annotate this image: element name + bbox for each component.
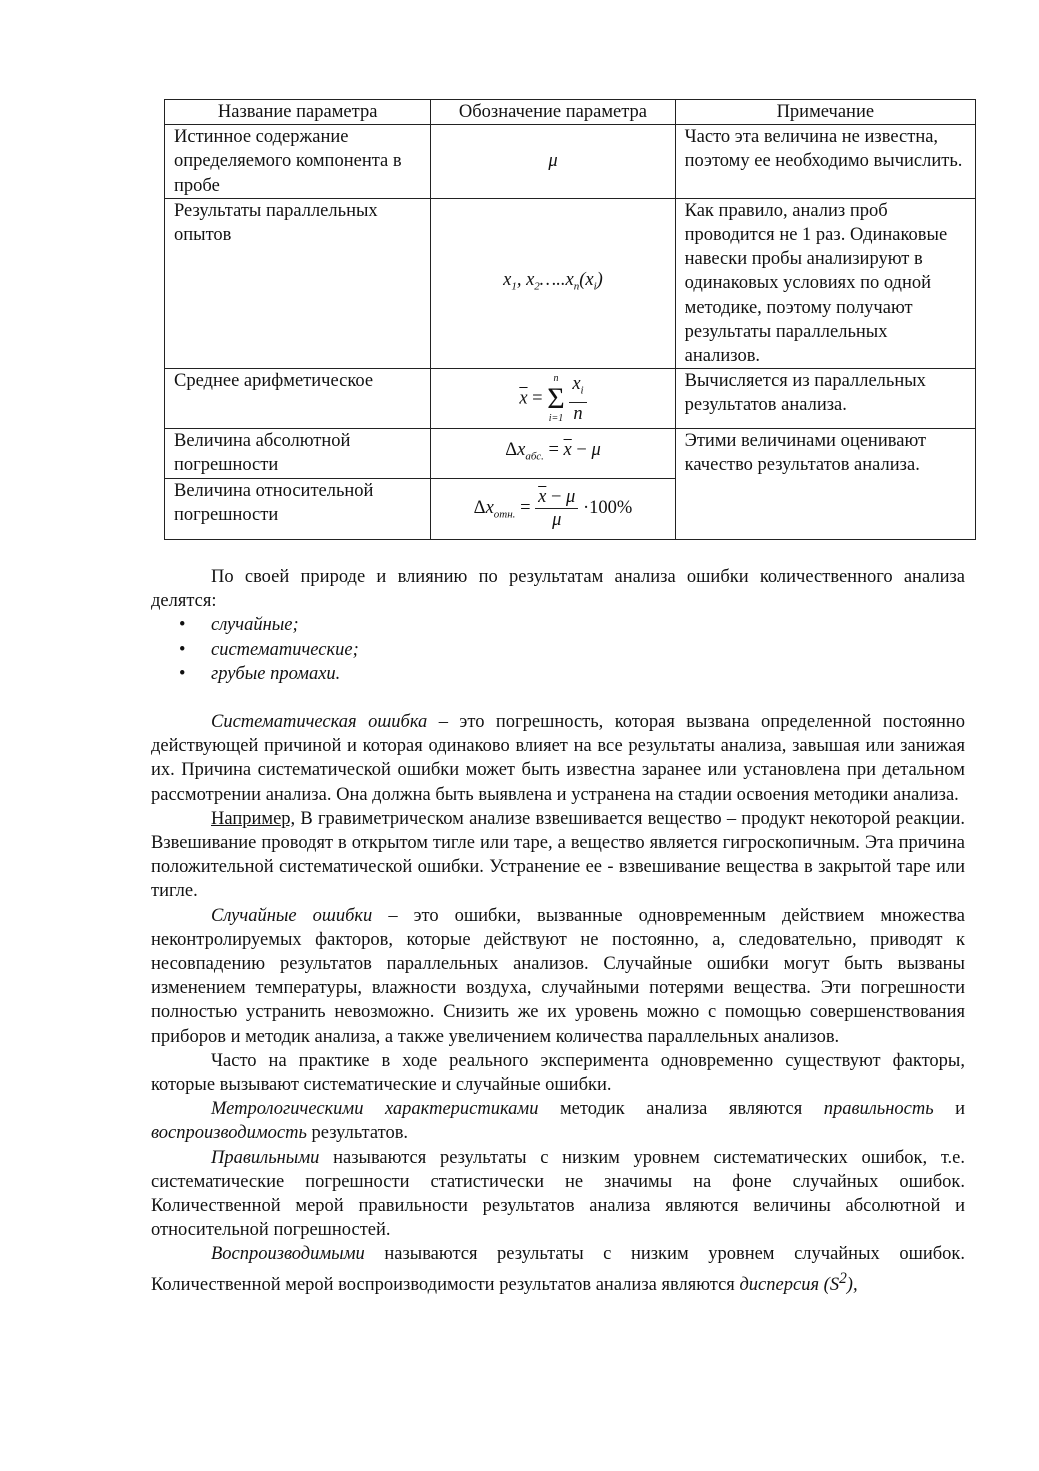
mean-formula: $\overline{x}$ = n Σ i=1 $\frac{x_i}{n}$ <box>431 369 675 429</box>
parallel-results-symbol: $x_1$, $x_2\dots..x_n(x_i)$ <box>503 270 603 293</box>
row-name: Величина относительной погрешности <box>165 478 431 539</box>
table-row <box>165 429 976 478</box>
list-item: • грубые промахи. <box>151 662 965 686</box>
bullet-icon: • <box>179 663 186 684</box>
header-note: Примечание <box>675 100 975 125</box>
table-row <box>165 125 976 199</box>
row-note: Этими величинами оценивают качество результатов анализа. <box>675 429 975 539</box>
relative-error-formula: $\Delta x_{отн.}$ = $\frac{\overline{x} - \mu}{\mu}$ ·100% <box>431 478 675 539</box>
list-item: • случайные; <box>151 613 965 637</box>
row-note: Часто эта величина не известна, поэтому ее необходимо вычислить. <box>675 125 975 199</box>
bullet-icon: • <box>179 639 186 660</box>
bullet-icon: • <box>179 615 186 636</box>
row-name: Величина абсолютной погрешности <box>165 429 431 478</box>
parameters-table <box>164 99 976 540</box>
row-name: Среднее арифметическое <box>165 369 431 429</box>
row-symbol <box>431 198 675 368</box>
header-symbol: Обозначение параметра <box>431 100 675 125</box>
table-header-row <box>165 100 976 125</box>
row-name: Истинное содержание определяемого компонента в пробе <box>165 125 431 199</box>
paragraph: Метрологическими характеристиками методик анализа являются правильность и воспроизводимость результатов. <box>151 1099 966 1144</box>
paragraph: Например, В гравиметрическом анализе взвешивается вещество – продукт некоторой реакции. Взвешивание проводят в открытом тигле или таре, а вещество является гигроскопичным. Эта причина положительной систематической ошибки. Устранение ее - взвешивание вещества в закрытой таре или тигле. <box>151 808 965 902</box>
paragraph: Систематическая ошибка – это погрешность, которая вызвана определенной постоянно действующей причиной и которая одинаково влияет на все результаты анализа, завышая или занижая их. Причина систематической ошибки может быть известна заранее или установлена при детальном рассмотрении анализа. Она должна быть выявлена и устранена на стадии освоения методики анализа. <box>151 712 965 805</box>
row-symbol: μ <box>431 125 675 199</box>
row-note: Вычисляется из параллельных результатов анализа. <box>675 369 975 429</box>
paragraph: Правильными называются результаты с низким уровнем систематических ошибок, т.е. систематические погрешности статистически не значимы на фоне случайных ошибок. Количественной мерой правильности результатов анализа являются величины абсолютной и относительной погрешностей. <box>151 1147 965 1241</box>
row-note: Как правило, анализ проб проводится не 1 раз. Одинаковые навески пробы анализируют в одинаковых условиях по одной методике, поэтому получают результаты параллельных анализов. <box>675 198 975 368</box>
paragraph: Воспроизводимыми называются результаты с низким уровнем случайных ошибок. Количественной мерой воспроизводимости результатов анализа являются дисперсия $(S^2)$, <box>151 1244 965 1295</box>
table-row <box>165 198 976 368</box>
paragraph: Часто на практике в ходе реального эксперимента одновременно существуют факторы, которые вызывают систематические и случайные ошибки. <box>151 1050 965 1096</box>
table-row <box>165 369 976 429</box>
body-text <box>151 565 965 1297</box>
absolute-error-formula: $\Delta x_{абс.} = \overline{x} - \mu$ <box>431 429 675 478</box>
paragraph: Случайные ошибки – это ошибки, вызванные одновременным действием множества неконтролируемых факторов, которые действуют не постоянно, а, следовательно, приводят к несовпадению результатов параллельных анализов. Случайные ошибки могут быть вызваны изменением температуры, влажности воздуха, случайными потерями вещества. Эти погрешности полностью устранить невозможно. Снизить же их уровень можно с помощью совершенствования приборов и методик анализа, а также увеличением количества параллельных анализов. <box>151 905 965 1047</box>
paragraph: По своей природе и влиянию по результатам анализа ошибки количественного анализа делятся: <box>151 567 965 612</box>
row-name: Результаты параллельных опытов <box>165 198 431 368</box>
header-name: Название параметра <box>165 100 431 125</box>
list-item: • систематические; <box>151 638 965 662</box>
error-types-list <box>151 613 965 686</box>
